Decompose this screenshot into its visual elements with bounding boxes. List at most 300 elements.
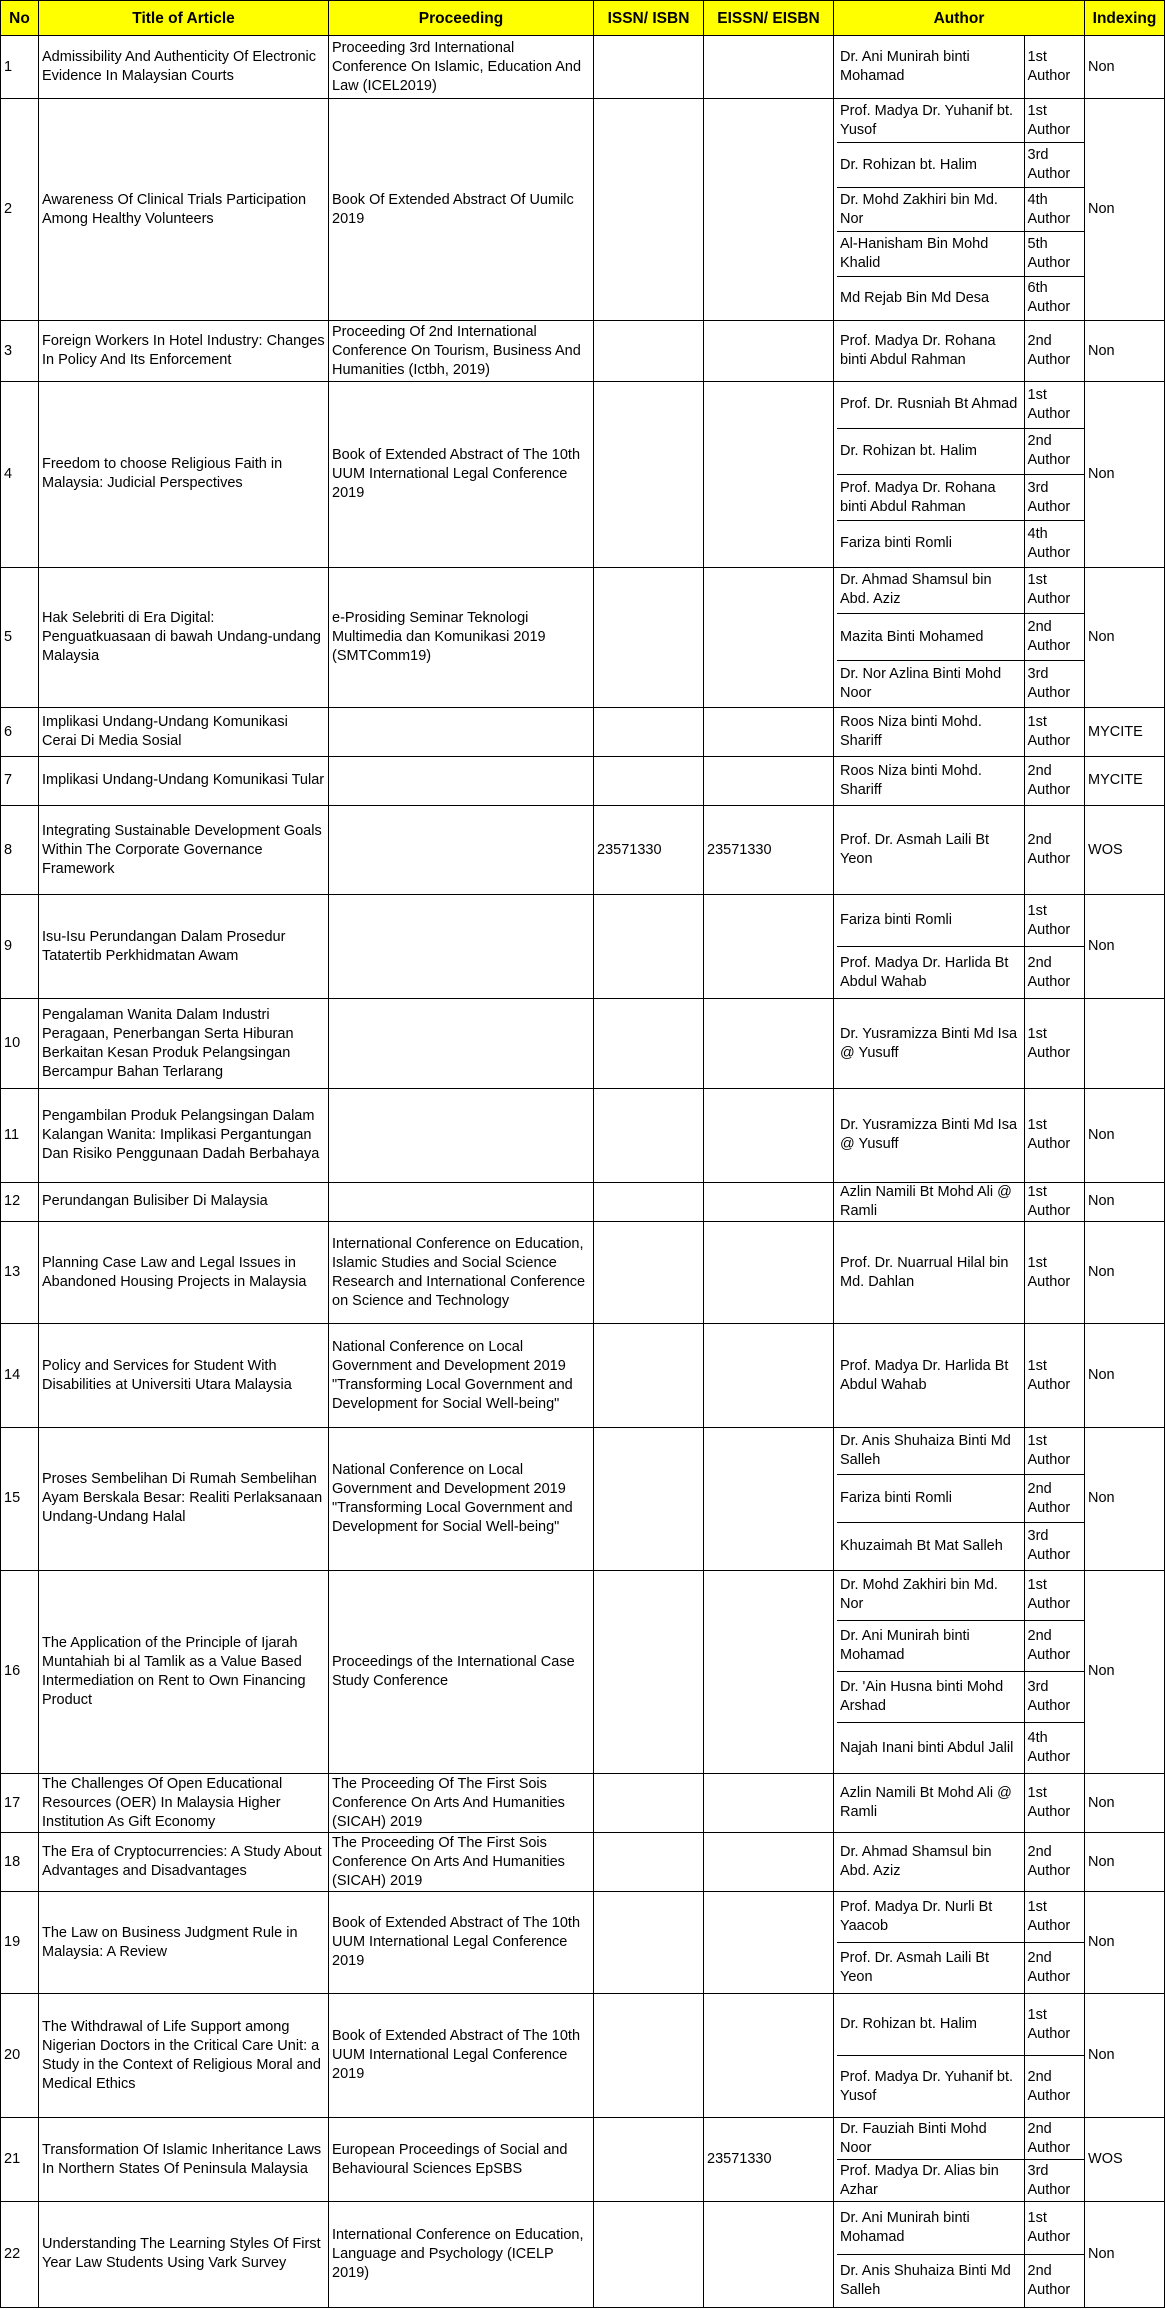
author-entry (837, 1222, 1085, 1323)
author-entry (837, 276, 1085, 320)
row-number: 16 (1, 1570, 39, 1774)
author-entry (837, 568, 1085, 614)
author-status: 2nd Author (1024, 1621, 1085, 1672)
indexing-value: Non (1085, 1222, 1165, 1324)
author-list (834, 895, 1085, 999)
author-subtable (837, 382, 1085, 566)
author-status: 1st Author (1027, 1785, 1071, 1821)
table-row (1, 708, 1165, 757)
author-name: Dr. Ahmad Shamsul bin Abd. Aziz (837, 568, 1024, 614)
author-status: 4th Author (1027, 525, 1071, 561)
author-entry (837, 2202, 1085, 2255)
author-status: 2nd Author (1027, 954, 1071, 990)
indexing-value: Non (1085, 1182, 1165, 1222)
row-number: 4 (1, 382, 39, 567)
author-entry (837, 474, 1085, 520)
author-status: 1st Author (1024, 382, 1085, 428)
author-status: 1st Author (1027, 49, 1071, 85)
indexing-value: Non (1085, 1774, 1165, 1833)
indexing-value: Non (1085, 2201, 1165, 2307)
indexing-value: Non (1085, 895, 1165, 999)
author-entry (837, 2056, 1085, 2118)
row-number: 20 (1, 1994, 39, 2118)
issn-value (594, 1833, 704, 1892)
author-name: Prof. Madya Dr. Harlida Bt Abdul Wahab (837, 947, 1024, 998)
author-status: 1st Author (1024, 1571, 1085, 1621)
author-subtable (837, 36, 1085, 98)
eissn-value (704, 708, 834, 757)
eissn-value (704, 1222, 834, 1324)
header-issn: ISSN/ ISBN (594, 1, 704, 36)
eissn-value (704, 321, 834, 382)
article-title: Admissibility And Authenticity Of Electronic Evidence In Malaysian Courts (39, 36, 329, 99)
author-entry (837, 321, 1085, 381)
article-title: Understanding The Learning Styles Of First Year Law Students Using Vark Survey (39, 2201, 329, 2307)
author-subtable (837, 99, 1085, 320)
proceeding-name: Book of Extended Abstract of The 10th UUM International Legal Conference 2019 (329, 1994, 594, 2118)
proceeding-name: The Proceeding Of The First Sois Conference On Arts And Humanities (SICAH) 2019 (329, 1774, 594, 1833)
author-status: 4th Author (1024, 187, 1085, 231)
proceeding-name: Book of Extended Abstract of The 10th UUM International Legal Conference 2019 (329, 1892, 594, 1994)
author-name: Prof. Madya Dr. Rohana binti Abdul Rahman (837, 321, 1024, 381)
author-list (834, 708, 1085, 757)
author-list (834, 2118, 1085, 2202)
article-title: Pengambilan Produk Pelangsingan Dalam Kalangan Wanita: Implikasi Pergantungan Dan Risiko Penggunaan Dadah Berbahaya (39, 1088, 329, 1182)
issn-value (594, 1088, 704, 1182)
eissn-value (704, 999, 834, 1089)
author-list (834, 321, 1085, 382)
article-title: Foreign Workers In Hotel Industry: Changes In Policy And Its Enforcement (39, 321, 329, 382)
issn-value (594, 1324, 704, 1428)
author-list (834, 1994, 1085, 2118)
author-entry (837, 1183, 1085, 1222)
author-subtable (837, 1183, 1085, 1222)
author-entry (837, 1672, 1085, 1723)
table-row (1, 1428, 1165, 1571)
proceeding-name: National Conference on Local Government and Development 2019 "Transforming Local Government and Development for Social Well-being" (329, 1428, 594, 1571)
indexing-value: Non (1085, 1428, 1165, 1571)
table-row (1, 805, 1165, 895)
indexing-value: MYCITE (1085, 708, 1165, 757)
author-subtable (837, 2118, 1085, 2201)
issn-value (594, 2201, 704, 2307)
author-entry (837, 521, 1085, 567)
author-entry (837, 2254, 1085, 2307)
author-subtable (837, 1994, 1085, 2117)
proceeding-name (329, 805, 594, 895)
eissn-value (704, 1570, 834, 1774)
issn-value (594, 1428, 704, 1571)
author-list (834, 1324, 1085, 1428)
author-subtable (837, 895, 1085, 998)
author-entry (837, 99, 1085, 143)
author-name: Dr. Ani Munirah binti Mohamad (837, 36, 1024, 98)
header-no: No (1, 1, 39, 36)
eissn-value (704, 1088, 834, 1182)
author-status: 6th Author (1027, 280, 1071, 316)
header-author: Author (834, 1, 1085, 36)
author-entry (837, 187, 1085, 231)
article-title: Implikasi Undang-Undang Komunikasi Tular (39, 756, 329, 805)
issn-value (594, 1570, 704, 1774)
issn-value (594, 895, 704, 999)
table-row (1, 1182, 1165, 1222)
article-title: Isu-Isu Perundangan Dalam Prosedur Tatatertib Perkhidmatan Awam (39, 895, 329, 999)
proceeding-name (329, 895, 594, 999)
row-number: 15 (1, 1428, 39, 1571)
table-row (1, 756, 1165, 805)
table-body (1, 36, 1165, 2308)
header-row (1, 1, 1165, 36)
eissn-value (704, 1182, 834, 1222)
author-status: 2nd Author (1027, 1950, 1071, 1986)
issn-value (594, 999, 704, 1089)
author-name: Dr. Anis Shuhaiza Binti Md Salleh (837, 2254, 1024, 2307)
row-number: 2 (1, 99, 39, 321)
author-status: 2nd Author (1027, 2068, 1071, 2104)
author-name: Dr. Ani Munirah binti Mohamad (837, 1621, 1024, 1672)
author-name: Dr. Fauziah Binti Mohd Noor (837, 2118, 1024, 2159)
author-list (834, 567, 1085, 708)
author-list (834, 382, 1085, 567)
author-name: Prof. Madya Dr. Yuhanif bt. Yusof (837, 2056, 1024, 2118)
author-entry (837, 1892, 1085, 1942)
author-name: Prof. Madya Dr. Alias bin Azhar (837, 2160, 1024, 2201)
article-title: Perundangan Bulisiber Di Malaysia (39, 1182, 329, 1222)
author-name: Najah Inani binti Abdul Jalil (837, 1723, 1024, 1773)
author-subtable (837, 1428, 1085, 1570)
author-name: Dr. Rohizan bt. Halim (837, 1994, 1024, 2056)
table-row (1, 1892, 1165, 1994)
author-status: 2nd Author (1024, 1475, 1085, 1523)
author-name: Dr. Ani Munirah binti Mohamad (837, 2202, 1024, 2255)
author-subtable (837, 2202, 1085, 2307)
proceeding-name (329, 999, 594, 1089)
author-list (834, 1892, 1085, 1994)
author-entry (837, 36, 1085, 98)
header-eissn: EISSN/ EISBN (704, 1, 834, 36)
proceeding-name: Proceedings of the International Case Study Conference (329, 1570, 594, 1774)
article-title: Integrating Sustainable Development Goals Within The Corporate Governance Framework (39, 805, 329, 895)
author-status: 1st Author (1024, 568, 1085, 614)
author-name: Fariza binti Romli (837, 521, 1024, 567)
author-list (834, 36, 1085, 99)
author-name: Prof. Madya Dr. Nurli Bt Yaacob (837, 1892, 1024, 1942)
proceeding-name: Proceeding 3rd International Conference On Islamic, Education And Law (ICEL2019) (329, 36, 594, 99)
author-entry (837, 757, 1085, 805)
row-number: 9 (1, 895, 39, 999)
row-number: 17 (1, 1774, 39, 1833)
author-name: Dr. Anis Shuhaiza Binti Md Salleh (837, 1428, 1024, 1475)
author-status: 3rd Author (1024, 474, 1085, 520)
article-title: Policy and Services for Student With Disabilities at Universiti Utara Malaysia (39, 1324, 329, 1428)
header-indexing: Indexing (1085, 1, 1165, 36)
eissn-value (704, 1833, 834, 1892)
table-row (1, 2201, 1165, 2307)
author-entry (837, 143, 1085, 187)
author-list (834, 1833, 1085, 1892)
issn-value (594, 1182, 704, 1222)
indexing-value: Non (1085, 36, 1165, 99)
row-number: 18 (1, 1833, 39, 1892)
proceeding-name (329, 1182, 594, 1222)
eissn-value (704, 2201, 834, 2307)
issn-value (594, 382, 704, 567)
article-title: The Application of the Principle of Ijarah Muntahiah bi al Tamlik as a Value Based Intermediation on Rent to Own Financing Product (39, 1570, 329, 1774)
author-name: Dr. Ahmad Shamsul bin Abd. Aziz (837, 1833, 1024, 1891)
author-name: Dr. Nor Azlina Binti Mohd Noor (837, 661, 1024, 707)
table-row (1, 321, 1165, 382)
author-name: Prof. Dr. Asmah Laili Bt Yeon (837, 1943, 1024, 1993)
author-list (834, 805, 1085, 895)
author-entry (837, 1621, 1085, 1672)
author-status: 2nd Author (1027, 2262, 1071, 2298)
author-name: Khuzaimah Bt Mat Salleh (837, 1523, 1024, 1570)
row-number: 6 (1, 708, 39, 757)
table-row (1, 895, 1165, 999)
table-row (1, 1833, 1165, 1892)
issn-value (594, 756, 704, 805)
author-entry (837, 2160, 1085, 2201)
author-status: 1st Author (1027, 1183, 1071, 1219)
author-name: Prof. Dr. Nuarrual Hilal bin Md. Dahlan (837, 1222, 1024, 1323)
row-number: 1 (1, 36, 39, 99)
author-name: Fariza binti Romli (837, 895, 1024, 946)
author-entry (837, 1089, 1085, 1182)
author-entry (837, 947, 1085, 998)
issn-value (594, 36, 704, 99)
author-status: 2nd Author (1027, 762, 1071, 798)
author-name: Roos Niza binti Mohd. Shariff (837, 757, 1024, 805)
article-title: Proses Sembelihan Di Rumah Sembelihan Ayam Berskala Besar: Realiti Perlaksanaan Undang-Undang Halal (39, 1428, 329, 1571)
indexing-value: Non (1085, 1892, 1165, 1994)
indexing-value: Non (1085, 321, 1165, 382)
author-status: 1st Author (1027, 1025, 1071, 1061)
author-name: Prof. Madya Dr. Yuhanif bt. Yusof (837, 99, 1024, 143)
issn-value (594, 1892, 704, 1994)
author-list (834, 1182, 1085, 1222)
author-subtable (837, 806, 1085, 895)
eissn-value (704, 36, 834, 99)
table-row (1, 1088, 1165, 1182)
author-entry (837, 895, 1085, 946)
indexing-value: Non (1085, 382, 1165, 567)
proceeding-name: National Conference on Local Government and Development 2019 "Transforming Local Government and Development for Social Well-being" (329, 1324, 594, 1428)
author-list (834, 2201, 1085, 2307)
author-status: 3rd Author (1024, 143, 1085, 187)
author-name: Mazita Binti Mohamed (837, 614, 1024, 661)
author-name: Dr. Mohd Zakhiri bin Md. Nor (837, 187, 1024, 231)
row-number: 13 (1, 1222, 39, 1324)
author-entry (837, 1994, 1085, 2056)
author-status: 4th Author (1027, 1730, 1071, 1766)
author-status: 1st Author (1027, 714, 1071, 750)
article-title: Freedom to choose Religious Faith in Malaysia: Judicial Perspectives (39, 382, 329, 567)
table-row (1, 1570, 1165, 1774)
author-subtable (837, 708, 1085, 756)
author-status: 3rd Author (1027, 2162, 1071, 2198)
author-name: Prof. Dr. Rusniah Bt Ahmad (837, 382, 1024, 428)
author-subtable (837, 999, 1085, 1088)
author-status: 1st Author (1024, 2202, 1085, 2255)
author-list (834, 756, 1085, 805)
article-title: The Challenges Of Open Educational Resources (OER) In Malaysia Higher Institution As Gift Economy (39, 1774, 329, 1833)
table-row (1, 1222, 1165, 1324)
author-entry (837, 806, 1085, 895)
table-row (1, 1324, 1165, 1428)
author-status: 1st Author (1024, 1892, 1085, 1942)
header-title: Title of Article (39, 1, 329, 36)
author-list (834, 1570, 1085, 1774)
proceeding-name: e-Prosiding Seminar Teknologi Multimedia dan Komunikasi 2019 (SMTComm19) (329, 567, 594, 708)
author-name: Fariza binti Romli (837, 1475, 1024, 1523)
author-subtable (837, 757, 1085, 805)
indexing-value: Non (1085, 1570, 1165, 1774)
author-name: Dr. Yusramizza Binti Md Isa @ Yusuff (837, 1089, 1024, 1182)
author-name: Azlin Namili Bt Mohd Ali @ Ramli (837, 1774, 1024, 1832)
author-name: Prof. Dr. Asmah Laili Bt Yeon (837, 806, 1024, 895)
article-title: Pengalaman Wanita Dalam Industri Peragaan, Penerbangan Serta Hiburan Berkaitan Kesan Produk Pelangsingan Bercampur Bahan Terlarang (39, 999, 329, 1089)
table-row (1, 1994, 1165, 2118)
author-status: 1st Author (1027, 1357, 1071, 1393)
author-name: Md Rejab Bin Md Desa (837, 276, 1024, 320)
eissn-value (704, 567, 834, 708)
proceeding-name: Book of Extended Abstract of The 10th UUM International Legal Conference 2019 (329, 382, 594, 567)
author-entry (837, 2118, 1085, 2159)
proceeding-name: International Conference on Education, Language and Psychology (ICELP 2019) (329, 2201, 594, 2307)
issn-value (594, 1994, 704, 2118)
article-title: The Era of Cryptocurrencies: A Study About Advantages and Disadvantages (39, 1833, 329, 1892)
proceeding-name: Proceeding Of 2nd International Conference On Tourism, Business And Humanities (Ictbh, 2019) (329, 321, 594, 382)
table-row (1, 99, 1165, 321)
author-entry (837, 614, 1085, 661)
author-subtable (837, 1833, 1085, 1891)
author-status: 2nd Author (1027, 1844, 1071, 1880)
proceeding-name (329, 756, 594, 805)
author-subtable (837, 1892, 1085, 1993)
author-entry (837, 999, 1085, 1088)
eissn-value (704, 1774, 834, 1833)
eissn-value (704, 1428, 834, 1571)
row-number: 22 (1, 2201, 39, 2307)
issn-value (594, 567, 704, 708)
author-status: 1st Author (1027, 1117, 1071, 1153)
indexing-value: Non (1085, 1324, 1165, 1428)
article-title: Hak Selebriti di Era Digital: Penguatkuasaan di bawah Undang-undang Malaysia (39, 567, 329, 708)
row-number: 11 (1, 1088, 39, 1182)
eissn-value (704, 756, 834, 805)
author-status: 2nd Author (1024, 428, 1085, 474)
proceeding-name (329, 708, 594, 757)
article-title: Transformation Of Islamic Inheritance Laws In Northern States Of Peninsula Malaysia (39, 2118, 329, 2202)
eissn-value (704, 99, 834, 321)
indexing-value: Non (1085, 1994, 1165, 2118)
author-entry (837, 382, 1085, 428)
issn-value: 23571330 (594, 805, 704, 895)
proceeding-name: Book Of Extended Abstract Of Uumilc 2019 (329, 99, 594, 321)
author-subtable (837, 1222, 1085, 1323)
author-subtable (837, 1324, 1085, 1427)
article-title: Awareness Of Clinical Trials Participation Among Healthy Volunteers (39, 99, 329, 321)
indexing-value (1085, 999, 1165, 1089)
indexing-value: Non (1085, 567, 1165, 708)
author-list (834, 99, 1085, 321)
author-name: Dr. Rohizan bt. Halim (837, 428, 1024, 474)
issn-value (594, 321, 704, 382)
author-entry (837, 661, 1085, 707)
author-status: 1st Author (1024, 895, 1085, 946)
author-name: Prof. Madya Dr. Harlida Bt Abdul Wahab (837, 1324, 1024, 1427)
article-title: Implikasi Undang-Undang Komunikasi Cerai Di Media Sosial (39, 708, 329, 757)
row-number: 19 (1, 1892, 39, 1994)
eissn-value (704, 895, 834, 999)
author-subtable (837, 1774, 1085, 1832)
article-title: Planning Case Law and Legal Issues in Abandoned Housing Projects in Malaysia (39, 1222, 329, 1324)
author-status: 1st Author (1027, 1254, 1071, 1290)
author-status: 1st Author (1024, 1428, 1085, 1475)
author-status: 1st Author (1024, 1994, 1085, 2056)
author-entry (837, 1774, 1085, 1832)
table-row (1, 382, 1165, 567)
row-number: 5 (1, 567, 39, 708)
author-name: Prof. Madya Dr. Rohana binti Abdul Rahman (837, 474, 1024, 520)
author-entry (837, 428, 1085, 474)
table-row (1, 567, 1165, 708)
article-title: The Law on Business Judgment Rule in Malaysia: A Review (39, 1892, 329, 1994)
article-title: The Withdrawal of Life Support among Nigerian Doctors in the Critical Care Unit: a Study in the Context of Religious Moral and Medical Ethics (39, 1994, 329, 2118)
author-subtable (837, 321, 1085, 381)
indexing-value: Non (1085, 99, 1165, 321)
author-status: 1st Author (1024, 99, 1085, 143)
eissn-value (704, 1324, 834, 1428)
author-subtable (837, 1571, 1085, 1774)
row-number: 8 (1, 805, 39, 895)
author-subtable (837, 568, 1085, 708)
author-list (834, 1088, 1085, 1182)
author-entry (837, 1571, 1085, 1621)
proceeding-name: European Proceedings of Social and Behavioural Sciences EpSBS (329, 2118, 594, 2202)
issn-value (594, 708, 704, 757)
author-entry (837, 1833, 1085, 1891)
issn-value (594, 2118, 704, 2202)
row-number: 21 (1, 2118, 39, 2202)
header-proceeding: Proceeding (329, 1, 594, 36)
table-row (1, 2118, 1165, 2202)
author-status: 2nd Author (1027, 832, 1071, 868)
author-name: Dr. Yusramizza Binti Md Isa @ Yusuff (837, 999, 1024, 1088)
row-number: 10 (1, 999, 39, 1089)
author-name: Azlin Namili Bt Mohd Ali @ Ramli (837, 1183, 1024, 1222)
author-subtable (837, 1089, 1085, 1182)
author-entry (837, 1723, 1085, 1773)
table-row (1, 999, 1165, 1089)
author-list (834, 1774, 1085, 1833)
indexing-value: WOS (1085, 805, 1165, 895)
eissn-value (704, 382, 834, 567)
eissn-value (704, 1994, 834, 2118)
proceeding-name (329, 1088, 594, 1182)
indexing-value: MYCITE (1085, 756, 1165, 805)
proceeding-name: The Proceeding Of The First Sois Conference On Arts And Humanities (SICAH) 2019 (329, 1833, 594, 1892)
author-entry (837, 1475, 1085, 1523)
author-status: 3rd Author (1024, 1672, 1085, 1723)
author-status: 2nd Author (1024, 614, 1085, 661)
author-name: Dr. Mohd Zakhiri bin Md. Nor (837, 1571, 1024, 1621)
eissn-value (704, 1892, 834, 1994)
author-name: Dr. Rohizan bt. Halim (837, 143, 1024, 187)
issn-value (594, 99, 704, 321)
author-entry (837, 1324, 1085, 1427)
